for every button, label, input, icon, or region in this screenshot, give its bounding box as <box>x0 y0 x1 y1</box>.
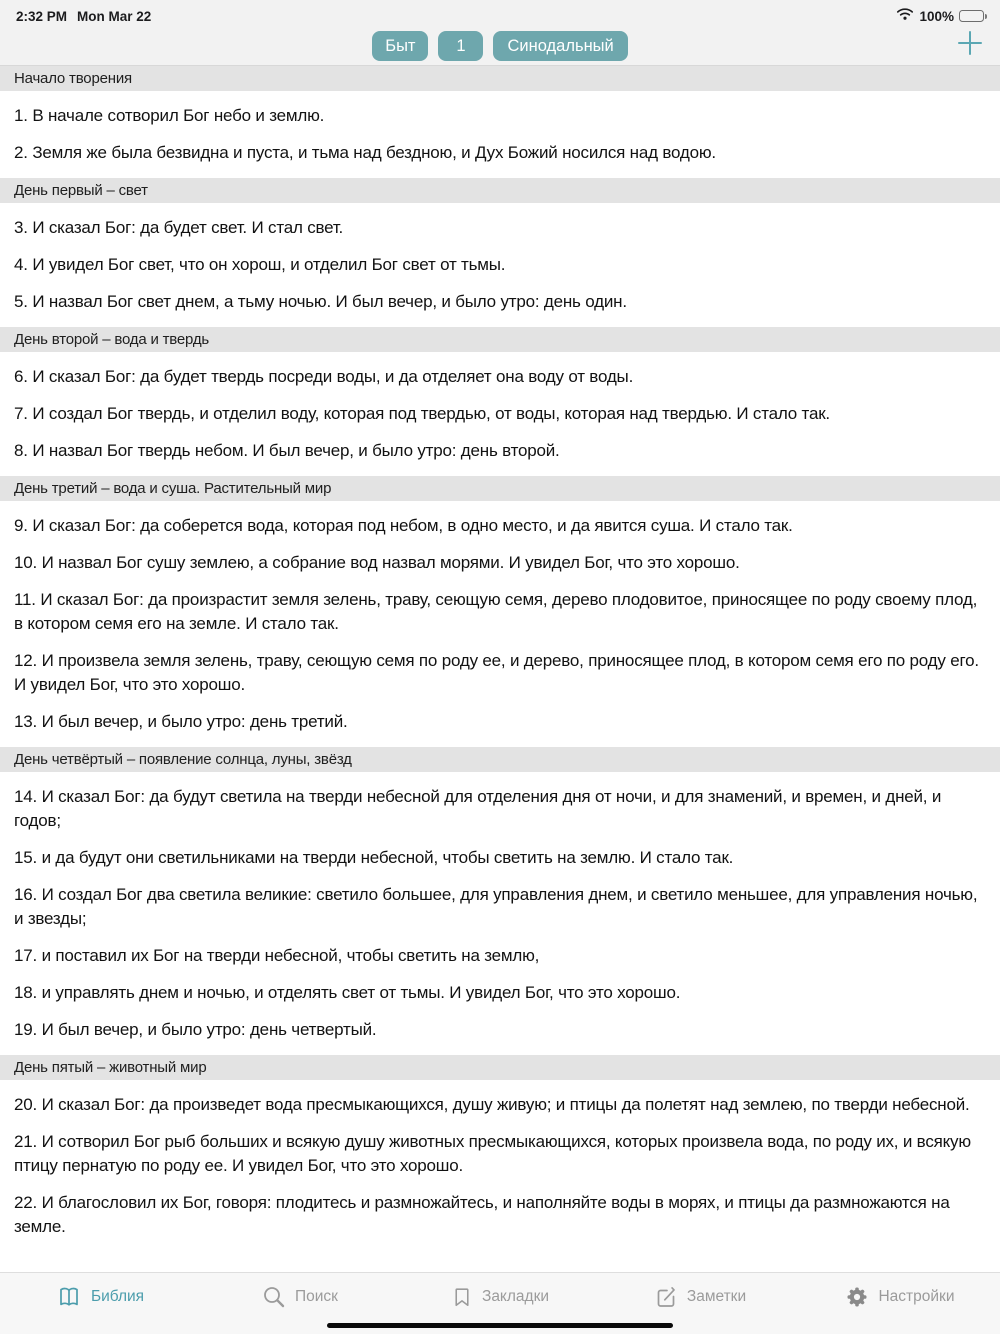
verse-4[interactable] <box>14 253 986 277</box>
verse-text: И назвал Бог сушу землею, а собрание вод назвал морями. И увидел Бог, что это хорошо. <box>41 553 740 572</box>
verse-text: И создал Бог два светила великие: светило большее, для управления днем, и светило меньшее, для управления ночью, и звезды; <box>14 885 978 928</box>
verse-text: И благословил их Бог, говоря: плодитесь и размножайтесь, и наполняйте воды в морях, и птицы да размножаются на земле. <box>14 1193 950 1236</box>
verse-number: 4. <box>14 255 28 274</box>
verse-number: 3. <box>14 218 28 237</box>
verse-5[interactable] <box>14 290 986 314</box>
verse-text: и поставил их Бог на тверди небесной, чтобы светить на землю, <box>41 946 540 965</box>
bookmark-icon <box>451 1285 473 1309</box>
verse-text: В начале сотворил Бог небо и землю. <box>32 106 325 125</box>
verse-number: 8. <box>14 441 28 460</box>
verse-22[interactable] <box>14 1191 986 1239</box>
book-icon <box>56 1285 82 1309</box>
verse-text: И был вечер, и было утро: день третий. <box>41 712 348 731</box>
verse-text: И сказал Бог: да произведет вода пресмыкающихся, душу живую; и птицы да полетят над землею, по тверди небесной. <box>41 1095 970 1114</box>
verse-text: И увидел Бог свет, что он хорош, и отделил Бог свет от тьмы. <box>32 255 506 274</box>
chapter-button[interactable]: 1 <box>438 31 483 61</box>
navigation-toolbar <box>0 26 1000 66</box>
verse-8[interactable] <box>14 439 986 463</box>
verse-number: 16. <box>14 885 38 904</box>
verse-15[interactable] <box>14 846 986 870</box>
verse-number: 6. <box>14 367 28 386</box>
verse-text: И назвал Бог твердь небом. И был вечер, и было утро: день второй. <box>32 441 560 460</box>
verse-number: 13. <box>14 712 38 731</box>
verse-20[interactable] <box>14 1093 986 1117</box>
verse-text: И сотворил Бог рыб больших и всякую душу животных пресмыкающихся, которых произвела вода, по роду их, и всякую птицу пернатую по роду ее. И увидел Бог, что это хорошо. <box>14 1132 971 1175</box>
verse-number: 20. <box>14 1095 38 1114</box>
status-date: Mon Mar 22 <box>77 8 152 24</box>
section-heading <box>0 747 1000 772</box>
status-time: 2:32 PM <box>16 8 68 24</box>
battery-percent: 100% <box>919 8 954 24</box>
home-indicator[interactable] <box>327 1323 673 1329</box>
section-heading <box>0 476 1000 501</box>
section-heading <box>0 1055 1000 1080</box>
verse-9[interactable] <box>14 514 986 538</box>
verse-text: и да будут они светильниками на тверди небесной, чтобы светить на землю. И стало так. <box>41 848 734 867</box>
verse-1[interactable] <box>14 104 986 128</box>
verse-number: 14. <box>14 787 38 806</box>
tab-label: Поиск <box>295 1287 338 1305</box>
tab-bible[interactable] <box>0 1273 200 1334</box>
verse-number: 9. <box>14 516 28 535</box>
verse-16[interactable] <box>14 883 986 931</box>
verse-number: 17. <box>14 946 38 965</box>
verse-number: 11. <box>14 590 36 609</box>
verse-number: 19. <box>14 1020 38 1039</box>
status-bar <box>0 0 1000 26</box>
verse-14[interactable] <box>14 785 986 833</box>
status-indicators <box>896 7 984 26</box>
compose-icon <box>654 1285 678 1309</box>
verse-number: 15. <box>14 848 38 867</box>
verse-6[interactable] <box>14 365 986 389</box>
section-heading-label: День первый – свет <box>14 182 148 199</box>
verse-text: И сказал Бог: да будет свет. И стал свет. <box>32 218 344 237</box>
verse-7[interactable] <box>14 402 986 426</box>
verse-text: И сказал Бог: да будут светила на тверди небесной для отделения дня от ночи, и для знамений, и времен, и дней, и годов; <box>14 787 942 830</box>
battery-icon <box>959 10 984 22</box>
tab-label: Библия <box>90 1287 145 1305</box>
verse-text: И сказал Бог: да будет твердь посреди воды, и да отделяет она воду от воды. <box>32 367 634 386</box>
verse-number: 5. <box>14 292 28 311</box>
translation-button[interactable]: Синодальный <box>493 31 627 61</box>
section-heading-label: День пятый – животный мир <box>14 1059 207 1076</box>
add-button[interactable] <box>954 28 986 60</box>
verse-number: 18. <box>14 983 38 1002</box>
tab-settings[interactable] <box>800 1273 1000 1334</box>
section-heading <box>0 66 1000 91</box>
verse-text: И создал Бог твердь, и отделил воду, которая под твердью, от воды, которая над твердью. И стало так. <box>32 404 830 423</box>
tab-label: Настройки <box>878 1287 955 1305</box>
plus-icon <box>957 30 983 59</box>
section-heading <box>0 327 1000 352</box>
verse-text: И произвела земля зелень, траву, сеющую семя по роду ее, и дерево, приносящее плод, в котором семя его по роду его. И увидел Бог, что это хорошо. <box>14 651 979 694</box>
verse-18[interactable] <box>14 981 986 1005</box>
section-heading-label: Начало творения <box>14 70 132 87</box>
tab-label: Закладки <box>481 1287 550 1305</box>
verse-3[interactable] <box>14 216 986 240</box>
verse-11[interactable] <box>14 588 986 636</box>
verse-2[interactable] <box>14 141 986 165</box>
verse-text: И сказал Бог: да произрастит земля зелень, траву, сеющую семя, дерево плодовитое, приносящее по роду своему плод, в котором семя его на земле. И стало так. <box>14 590 978 633</box>
search-icon <box>262 1285 286 1309</box>
verse-text: и управлять днем и ночью, и отделять свет от тьмы. И увидел Бог, что это хорошо. <box>41 983 681 1002</box>
verse-number: 2. <box>14 143 28 162</box>
verse-21[interactable] <box>14 1130 986 1178</box>
verse-number: 22. <box>14 1193 38 1212</box>
header <box>0 0 1000 66</box>
verse-13[interactable] <box>14 710 986 734</box>
wifi-icon <box>896 7 914 26</box>
verse-text: Земля же была безвидна и пуста, и тьма над бездною, и Дух Божий носился над водою. <box>32 143 716 162</box>
verse-text: И был вечер, и было утро: день четвертый. <box>41 1020 377 1039</box>
verse-number: 12. <box>14 651 38 670</box>
verse-12[interactable] <box>14 649 986 697</box>
verse-19[interactable] <box>14 1018 986 1042</box>
verse-number: 10. <box>14 553 38 572</box>
verse-text: И назвал Бог свет днем, а тьму ночью. И был вечер, и было утро: день один. <box>32 292 627 311</box>
gear-icon <box>845 1285 869 1309</box>
section-heading-label: День четвёртый – появление солнца, луны, звёзд <box>14 751 352 768</box>
verse-17[interactable] <box>14 944 986 968</box>
section-heading <box>0 178 1000 203</box>
verse-number: 21. <box>14 1132 38 1151</box>
section-heading-label: День второй – вода и твердь <box>14 331 209 348</box>
tab-label: Заметки <box>686 1287 747 1305</box>
book-button[interactable]: Быт <box>372 31 428 61</box>
verse-10[interactable] <box>14 551 986 575</box>
verse-number: 1. <box>14 106 28 125</box>
verse-text: И сказал Бог: да соберется вода, которая под небом, в одно место, и да явится суша. И стало так. <box>32 516 793 535</box>
chapter-text <box>0 66 1000 1272</box>
status-time-date <box>16 9 151 24</box>
section-heading-label: День третий – вода и суша. Растительный мир <box>14 480 332 497</box>
verse-number: 7. <box>14 404 28 423</box>
